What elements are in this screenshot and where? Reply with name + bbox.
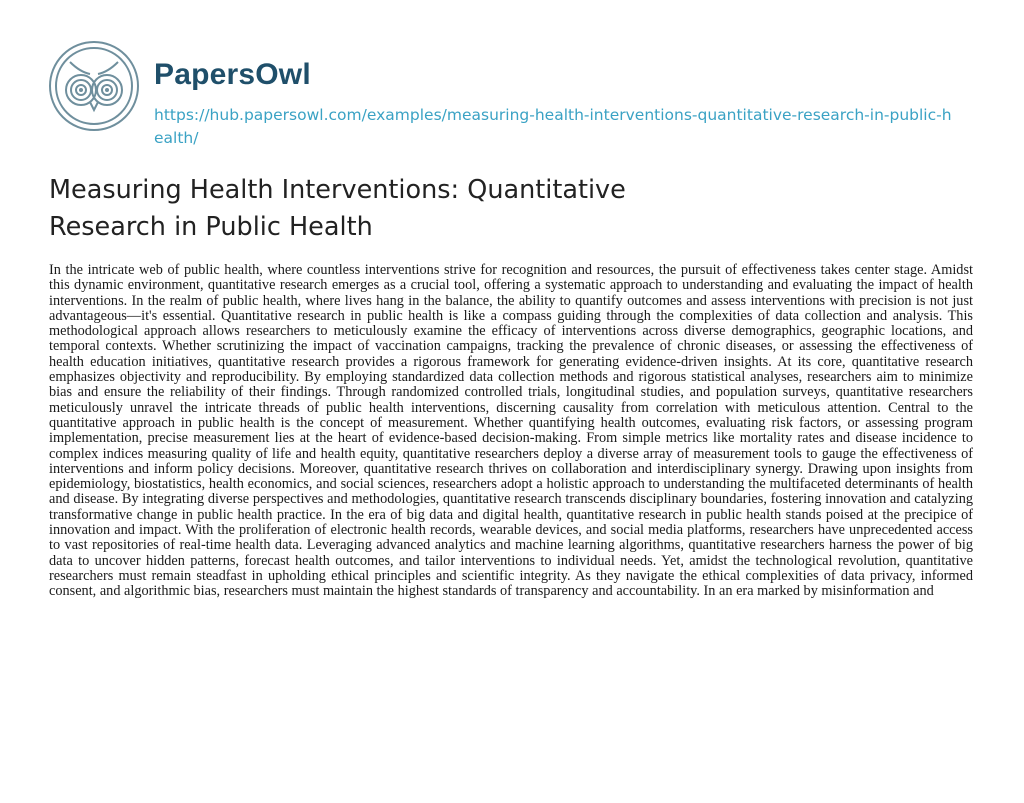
page-title: Measuring Health Interventions: Quantitative Research in Public Health [49,175,626,242]
owl-logo-icon [46,38,142,134]
brand-name: PapersOwl [154,58,311,91]
site-header [46,38,986,158]
essay-body: In the intricate web of public health, where countless interventions strive for recognition and resources, the pursuit of effectiveness takes center stage. Amidst this dynamic environment, quantitative research emerges as a crucial tool, offering a systematic approach to understanding and evaluating the impact of health interventions. In the realm of public health, where lives hang in the balance, the ability to quantify outcomes and assess interventions with precision is not just advantageous—it's essential. Quantitative research in public health is like a compass guiding through the complexities of data collection and analysis. This methodological approach allows researchers to meticulously examine the efficacy of interventions across diverse demographics, geographic locations, and temporal contexts. Whether scrutinizing the impact of vaccination campaigns, tracking the prevalence of chronic diseases, or assessing the effectiveness of health education initiatives, quantitative research provides a rigorous framework for generating evidence-driven insights. At its core, quantitative research emphasizes objectivity and reproducibility. By employing standardized data collection methods and rigorous statistical analyses, researchers aim to minimize bias and ensure the reliability of their findings. Through randomized controlled trials, longitudinal studies, and population surveys, quantitative researchers meticulously unravel the intricate threads of public health interventions, discerning causality from correlation with meticulous attention. Central to the quantitative approach in public health is the concept of measurement. Whether quantifying health outcomes, evaluating risk factors, or assessing program implementation, precise measurement lies at the heart of evidence-based decision-making. From simple metrics like mortality rates and disease incidence to complex indices measuring quality of life and health equity, quantitative researchers deploy a diverse array of measurement tools to gauge the effectiveness of interventions and inform policy decisions. Moreover, quantitative research thrives on collaboration and interdisciplinary synergy. Drawing upon insights from epidemiology, biostatistics, health economics, and social sciences, researchers adopt a holistic approach to understanding the multifaceted determinants of health and disease. By integrating diverse perspectives and methodologies, quantitative research transcends disciplinary boundaries, fostering innovation and catalyzing transformative change in public health practice. In the era of big data and digital health, quantitative research in public health stands poised at the precipice of innovation and impact. With the proliferation of electronic health records, wearable devices, and social media platforms, researchers have unprecedented access to vast repositories of real-time health data. Leveraging advanced analytics and machine learning algorithms, quantitative researchers harness the power of big data to uncover hidden patterns, forecast health outcomes, and tailor interventions to individual needs. Yet, amidst the technological revolution, quantitative researchers must remain steadfast in upholding ethical principles and scientific integrity. As they navigate the ethical complexities of data privacy, informed consent, and algorithmic bias, researchers must maintain the highest standards of transparency and accountability. In an era marked by misinformation and [49,262,973,600]
source-url-link[interactable]: https://hub.papersowl.com/examples/measuring-health-interventions-quantitative-research-in-public-health/ [154,106,952,147]
